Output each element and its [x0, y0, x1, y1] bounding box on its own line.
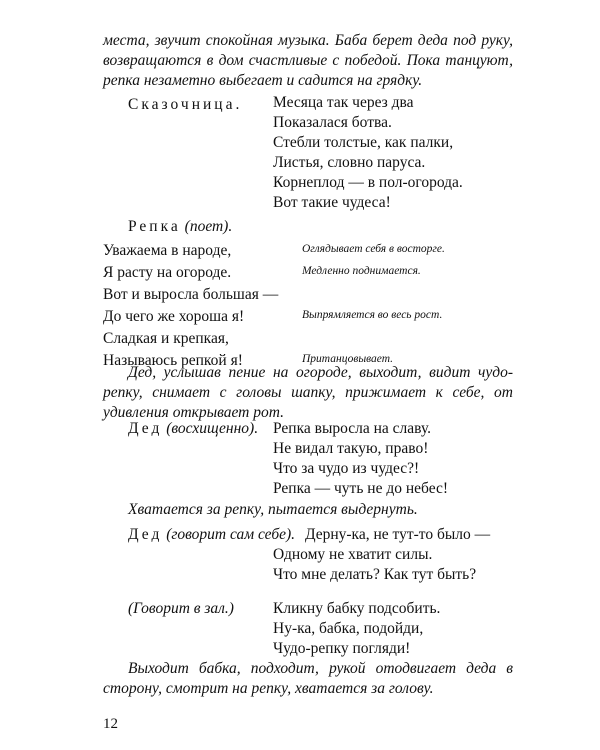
remark: Пританцовывает.	[302, 353, 394, 365]
ded-verse-3	[273, 599, 440, 659]
verse-line: Репка выросла на славу.	[273, 420, 432, 437]
verse-line: Показалася ботва.	[273, 114, 392, 131]
repka-song	[103, 240, 278, 372]
remark	[302, 282, 445, 304]
speaker-note: (поет).	[184, 218, 233, 235]
repka-remarks	[302, 238, 445, 370]
song-line: Сладкая и крепкая,	[103, 330, 229, 347]
speaker-name: Репка	[128, 218, 181, 235]
speaker-ded-aside	[128, 525, 490, 545]
remark: Выпрямляется во весь рост.	[302, 309, 443, 321]
verse-line: Вот такие чудеса!	[273, 194, 391, 211]
remark: Оглядывает себя в восторге.	[302, 243, 445, 255]
speaker-name: Дед	[128, 420, 163, 437]
song-line: До чего же хороша я!	[103, 308, 245, 325]
speaker-ded-to-hall	[128, 599, 234, 619]
stage-direction-pull: Хватается за репку, пытается выдернуть.	[128, 501, 418, 518]
verse-line: Стебли толстые, как палки,	[273, 134, 454, 151]
verse-line: Репка — чуть не до небес!	[273, 480, 449, 497]
ded-verse-2	[273, 545, 476, 585]
verse-line: Одному не хватит силы.	[273, 546, 433, 563]
stage-direction-ded-enters: Дед, услышав пение на огороде, выходит, видит чудо-репку, снимает с головы шапку, прижимает к себе, от удивления открывает рот.	[103, 364, 513, 421]
remark: Медленно поднимается.	[302, 265, 421, 277]
verse-line: Месяца так через два	[273, 94, 414, 111]
stage-direction-opening: места, звучит спокойная музыка. Баба берет деда под руку, возвращаются в дом счастливые с победой. Пока танцуют, репка незаметно выбегает и садится на грядку.	[103, 32, 513, 89]
song-line: Я расту на огороде.	[103, 264, 232, 281]
speaker-name: Дед	[128, 526, 163, 543]
verse-line: Корнеплод — в пол-огорода.	[273, 174, 463, 191]
verse-line: Дерну-ка, не тут-то было —	[304, 526, 491, 543]
speaker-repka	[128, 217, 232, 237]
song-line: Уважаема в народе,	[103, 242, 232, 259]
verse-line: Что мне делать? Как тут быть?	[273, 566, 477, 583]
ded-verse-1	[273, 419, 448, 499]
verse-line: Что за чудо из чудес?!	[273, 460, 420, 477]
verse-line: Не видал такую, право!	[273, 440, 429, 457]
verse-line: Ну-ка, бабка, подойди,	[273, 620, 424, 637]
speaker-name: Сказочница.	[128, 96, 243, 113]
speaker-note: (Говорит в зал.)	[128, 600, 234, 617]
song-line: Называюсь репкой я!	[103, 352, 243, 369]
stage-direction-baba-enters: Выходит бабка, подходит, рукой отодвигает деда в сторону, смотрит на репку, хватается за голову.	[103, 660, 513, 697]
speaker-note: (восхищенно).	[166, 420, 259, 437]
song-line: Вот и выросла большая —	[103, 286, 279, 303]
verse-line: Чудо-репку погляди!	[273, 640, 411, 657]
speaker-note: (говорит сам себе).	[166, 526, 296, 543]
remark	[302, 326, 445, 348]
speaker-narrator	[128, 95, 242, 115]
narrator-verse	[273, 93, 463, 213]
page-number: 12	[103, 716, 118, 732]
speaker-ded	[128, 419, 258, 439]
verse-line: Кликну бабку подсобить.	[273, 600, 441, 617]
verse-line: Листья, словно паруса.	[273, 154, 426, 171]
